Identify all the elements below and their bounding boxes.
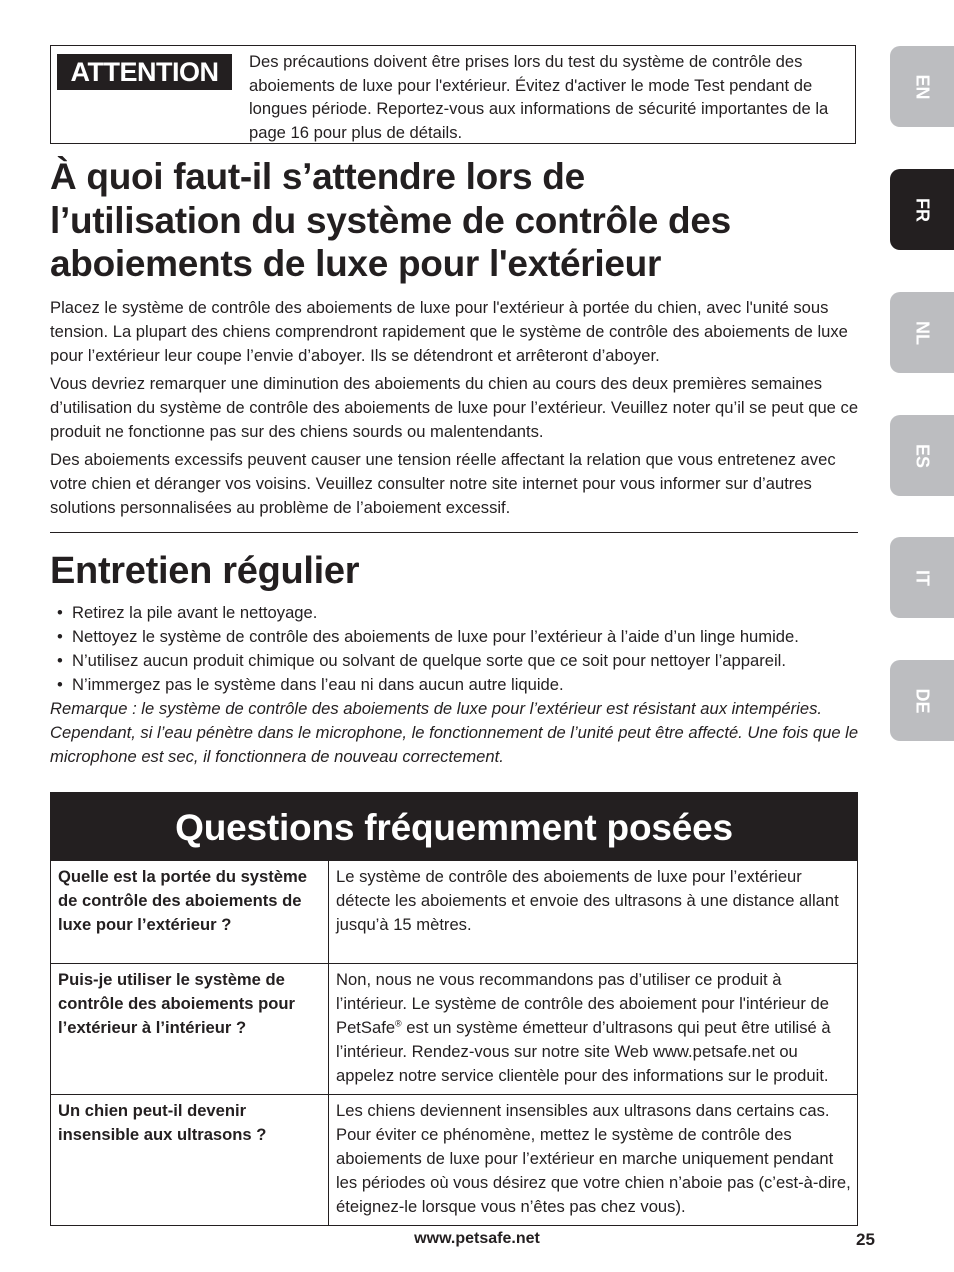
table-row (51, 1095, 858, 1226)
tab-label: DE (912, 687, 933, 714)
attention-box (50, 45, 856, 144)
faq-table (50, 860, 858, 1226)
tab-label: ES (912, 443, 933, 468)
section-title-what-to-expect (50, 155, 870, 286)
tab-label: EN (912, 73, 933, 100)
paragraph: Vous devriez remarquer une diminution des aboiements du chien au cours des deux premières semaines d’utilisation du système de contrôle des aboiements de luxe pour l’extérieur. Veuillez noter qu’il se peut que ce produit ne fonctionne pas sur des chiens sourds ou malentendants. (50, 374, 859, 441)
tab-label: NL (912, 320, 933, 345)
faq-answer: Le système de contrôle des aboiements de luxe pour l’extérieur détecte les aboiements et envoie des ultrasons à une distance allant jusqu’à 15 mètres. (329, 861, 858, 964)
tab-label: IT (912, 569, 933, 586)
registered-mark: ® (395, 1018, 402, 1029)
footer-url: www.petsafe.net (414, 1230, 540, 1247)
faq-question: Puis-je utiliser le système de contrôle des aboiements pour l’extérieur à l’intérieur ? (51, 964, 329, 1095)
title-line-1: À quoi faut-il s’attendre lors de (50, 156, 585, 197)
maintenance-note: Remarque : le système de contrôle des aboiements de luxe pour l’extérieur est résistant aux intempéries. Cependant, si l’eau pénètre dans le microphone, le fonctionnement de l’unité peut être affecté. Une fois que le microphone est sec, il fonctionnera de nouveau correctement. (50, 699, 859, 766)
tab-label: FR (912, 197, 933, 222)
table-row (51, 861, 858, 964)
title-line-3: aboiements de luxe pour l'extérieur (50, 243, 662, 284)
attention-badge: ATTENTION (57, 54, 232, 90)
title-line-2: l’utilisation du système de contrôle des (50, 199, 731, 241)
faq-question: Quelle est la portée du système de contrôle des aboiements de luxe pour l’extérieur ? (51, 861, 329, 964)
language-tab-en[interactable] (890, 46, 954, 127)
language-tab-nl[interactable] (890, 292, 954, 373)
answer-text-part: Non, nous ne vous recommandons pas d’utiliser ce produit à l’intérieur. Le système de contrôle des aboiement pour l'intérieur de PetSafe (336, 970, 829, 1037)
list-item: • N’utilisez aucun produit chimique ou solvant de quelque sorte que ce soit pour nettoyer l’appareil. (55, 649, 860, 673)
table-row (51, 964, 858, 1095)
maintenance-list (55, 601, 860, 697)
language-tab-fr[interactable] (890, 169, 954, 250)
section-divider (50, 532, 858, 533)
list-item: • Retirez la pile avant le nettoyage. (55, 601, 860, 625)
attention-text: Des précautions doivent être prises lors du test du système de contrôle des aboiements de luxe pour l'extérieur. Évitez d'activer le mode Test pendant de longues période. Reportez-vous aux informations de sécurité importantes de la page 16 pour plus de détails. (249, 52, 829, 142)
language-tab-it[interactable] (890, 537, 954, 618)
list-item: • N’immergez pas le système dans l’eau ni dans aucun autre liquide. (55, 673, 860, 697)
list-item: • Nettoyez le système de contrôle des aboiements de luxe pour l’extérieur à l’aide d’un linge humide. (55, 625, 860, 649)
faq-answer: Les chiens deviennent insensibles aux ultrasons dans certains cas. Pour éviter ce phénomène, mettez le système de contrôle des aboiements de luxe pour l’extérieur en marche uniquement pendant les périodes où vous désirez que votre chien n’aboie pas (c’est-à-dire, éteignez-le lorsque vous n’êtes pas chez vous). (329, 1095, 858, 1226)
faq-question: Un chien peut-il devenir insensible aux ultrasons ? (51, 1095, 329, 1226)
faq-title: Questions fréquemment posées (50, 792, 858, 860)
section1-body (50, 296, 862, 524)
paragraph: Des aboiements excessifs peuvent causer une tension réelle affectant la relation que vous entretenez avec votre chien et déranger vos voisins. Veuillez consulter notre site internet pour vous informer sur d’autres solutions personnalisées au problème de l’aboiement excessif. (50, 450, 836, 517)
section-title-maintenance: Entretien régulier (50, 550, 360, 592)
page-number: 25 (856, 1230, 875, 1249)
paragraph: Placez le système de contrôle des aboiements de luxe pour l'extérieur à portée du chien, avec l'unité sous tension. La plupart des chiens comprendront rapidement que le système de contrôle des aboiements de luxe pour l’extérieur leur coupe l’envie d’aboyer. Ils se détendront et arrêteront d’aboyer. (50, 298, 848, 365)
faq-answer (329, 964, 858, 1095)
language-tab-de[interactable] (890, 660, 954, 741)
language-tab-es[interactable] (890, 415, 954, 496)
answer-text-part: est un système émetteur d’ultrasons qui peut être utilisé à l’intérieur. Rendez-vous sur notre site Web www.petsafe.net ou appelez notre service clientèle pour des informations sur le produit. (336, 1018, 831, 1085)
